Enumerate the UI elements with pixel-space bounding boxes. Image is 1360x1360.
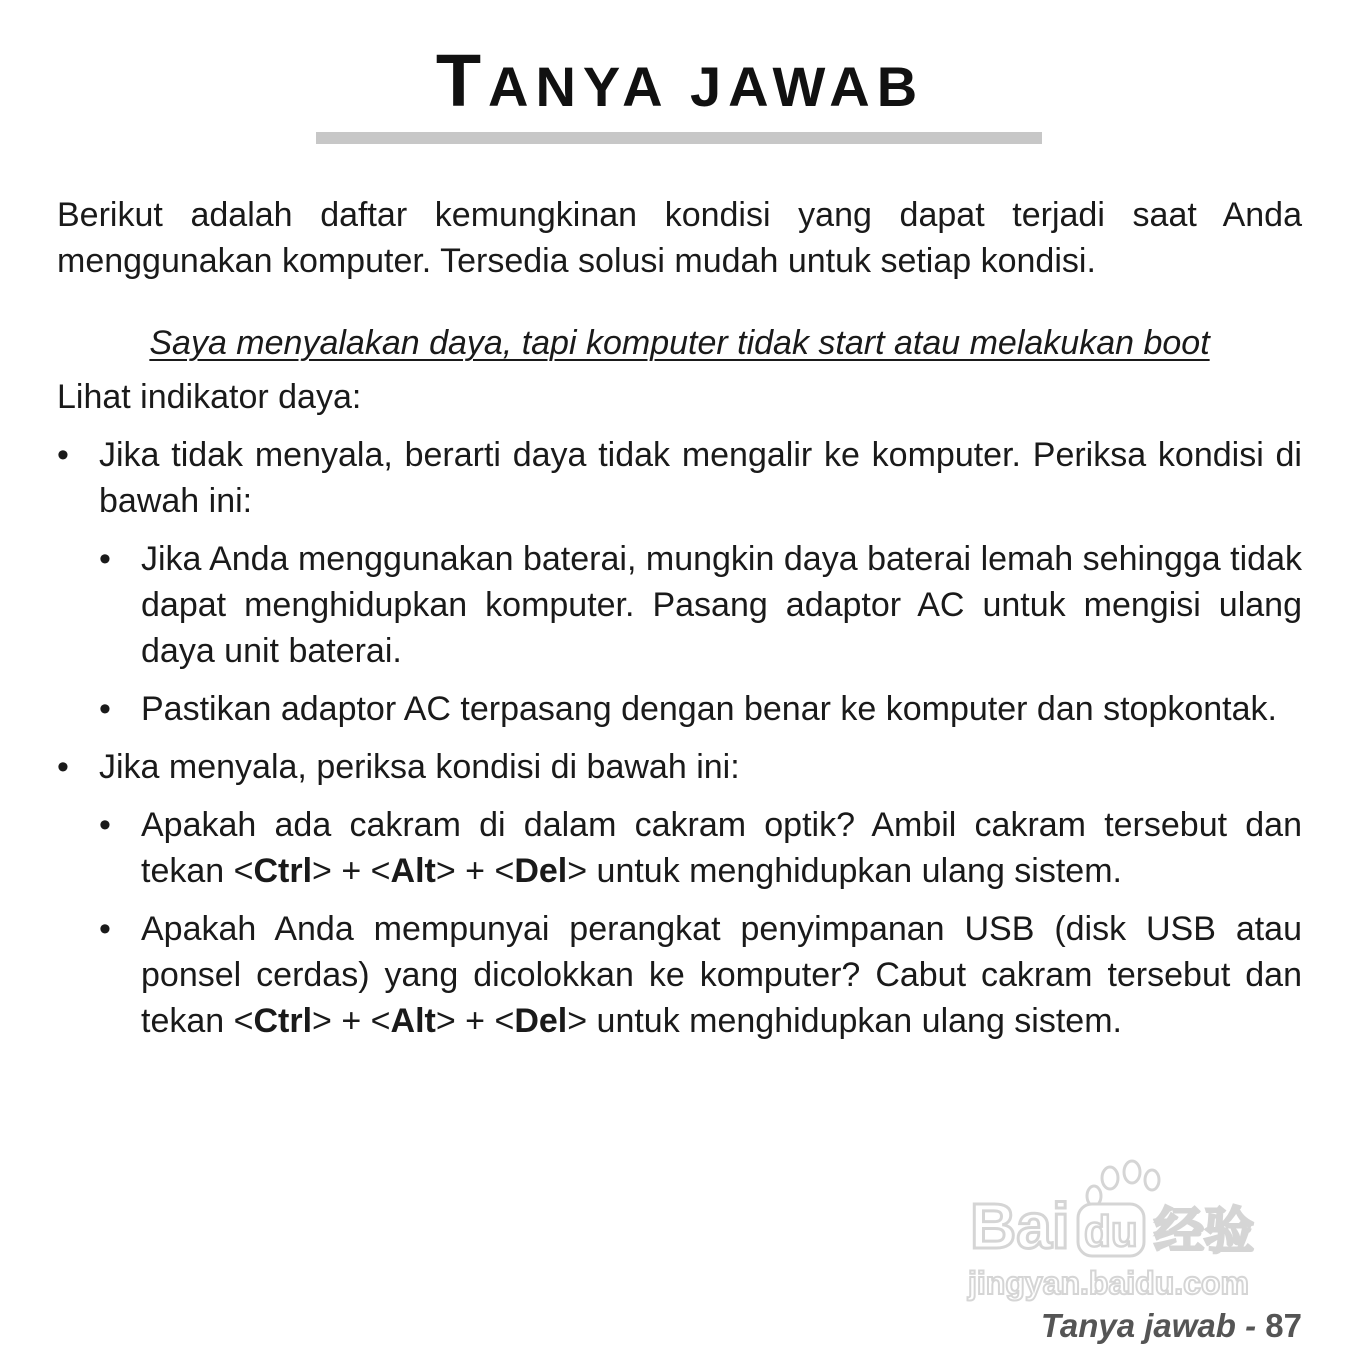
key-alt: Alt xyxy=(390,1002,436,1040)
baidu-watermark-logo xyxy=(966,1156,1286,1306)
paw-toe xyxy=(1102,1167,1118,1189)
intro-paragraph: Berikut adalah daftar kemungkinan kondisi yang dapat terjadi saat Anda menggunakan komputer. Tersedia solusi mudah untuk setiap kondisi. xyxy=(57,196,1302,280)
sub-list-item xyxy=(99,906,1302,1044)
text-fragment: > untuk menghidupkan ulang sistem. xyxy=(567,852,1122,890)
bullet-icon: • xyxy=(99,690,111,728)
title-rule xyxy=(316,132,1042,144)
key-del: Del xyxy=(514,852,568,890)
sub-list-item xyxy=(99,536,1302,674)
section-heading: Saya menyalakan daya, tapi komputer tidak start atau melakukan boot xyxy=(149,324,1210,362)
page-title xyxy=(0,36,1360,140)
sub-list-item xyxy=(99,802,1302,894)
list-item-text: Jika tidak menyala, berarti daya tidak mengalir ke komputer. Periksa kondisi di bawah ini: xyxy=(99,436,1302,520)
bullet-icon: • xyxy=(99,910,111,948)
bullet-icon: • xyxy=(57,748,69,786)
section-lead: Lihat indikator daya: xyxy=(57,378,362,416)
key-ctrl: Ctrl xyxy=(253,852,313,890)
sub-bullet-list xyxy=(99,536,1302,732)
list-item-text: Jika menyala, periksa kondisi di bawah ini: xyxy=(99,748,740,786)
list-item xyxy=(57,432,1302,732)
page-title-initial: T xyxy=(435,39,489,122)
page-footer xyxy=(1041,1306,1302,1346)
sub-bullet-list xyxy=(99,802,1302,1044)
bullet-icon: • xyxy=(99,540,111,578)
bullet-list xyxy=(57,432,1302,1044)
bullet-icon: • xyxy=(57,436,69,474)
sub-list-item-text: Jika Anda menggunakan baterai, mungkin daya baterai lemah sehingga tidak dapat menghidupkan komputer. Pasang adaptor AC untuk mengisi ulang daya unit baterai. xyxy=(141,540,1302,670)
watermark-brand: Bai xyxy=(970,1190,1070,1262)
key-ctrl: Ctrl xyxy=(253,1002,313,1040)
key-del: Del xyxy=(514,1002,568,1040)
text-fragment: > + < xyxy=(435,1002,515,1040)
list-item xyxy=(57,744,1302,1044)
sub-list-item xyxy=(99,686,1302,732)
watermark-url: jingyan.baidu.com xyxy=(968,1265,1249,1301)
sub-list-item-text: Pastikan adaptor AC terpasang dengan benar ke komputer dan stopkontak. xyxy=(141,690,1277,728)
footer-label: Tanya jawab - xyxy=(1040,1307,1266,1344)
text-fragment: > + < xyxy=(312,1002,391,1040)
text-fragment: > + < xyxy=(312,852,391,890)
text-fragment: Apakah Anda mempunyai perangkat penyimpanan USB (disk USB atau ponsel cerdas) yang dicolokkan ke komputer? Cabut cakram tersebut dan tekan < xyxy=(141,910,1302,1040)
paw-toe xyxy=(1145,1170,1159,1190)
sub-list-item-text xyxy=(141,806,1302,890)
watermark-cjk: 经验 xyxy=(1154,1202,1254,1260)
page-number: 87 xyxy=(1265,1307,1302,1344)
text-fragment: > + < xyxy=(435,852,515,890)
key-alt: Alt xyxy=(390,852,436,890)
sub-list-item-text xyxy=(141,910,1302,1040)
watermark-brand-box: du xyxy=(1084,1207,1138,1256)
paw-toe xyxy=(1124,1161,1140,1183)
text-fragment: > untuk menghidupkan ulang sistem. xyxy=(567,1002,1122,1040)
bullet-icon: • xyxy=(99,806,111,844)
page-title-rest: ANYA JAWAB xyxy=(488,55,925,118)
main-content xyxy=(57,192,1302,1044)
text-fragment: Apakah ada cakram di dalam cakram optik? Ambil cakram tersebut dan tekan < xyxy=(141,806,1302,890)
